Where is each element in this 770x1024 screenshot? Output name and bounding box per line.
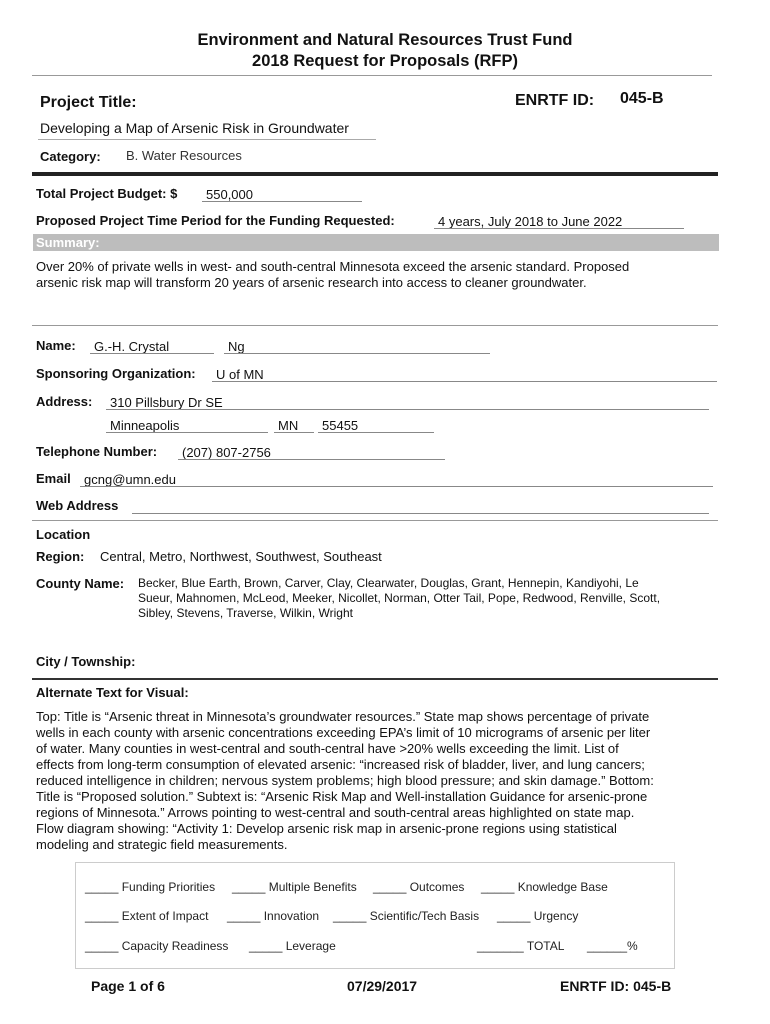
summary-label: Summary: bbox=[36, 235, 100, 250]
enrtf-id-value: 045-B bbox=[620, 90, 664, 107]
alt-text-line: wells in each county with arsenic concentrations exceeding EPA’s limit of 10 micrograms of arsenic per liter bbox=[36, 725, 651, 740]
score-innovation: _____ Innovation bbox=[227, 909, 320, 923]
category-value: B. Water Resources bbox=[126, 148, 242, 163]
header-divider bbox=[32, 75, 712, 76]
score-funding-priorities: _____ Funding Priorities bbox=[85, 880, 216, 894]
alt-text-label: Alternate Text for Visual: bbox=[36, 685, 189, 700]
category-label: Category: bbox=[40, 149, 101, 164]
name-label: Name: bbox=[36, 338, 76, 353]
time-period-label: Proposed Project Time Period for the Funding Requested: bbox=[36, 213, 395, 228]
score-knowledge-base: _____ Knowledge Base bbox=[481, 880, 608, 894]
score-extent-of-impact: _____ Extent of Impact bbox=[85, 909, 209, 923]
county-name-label: County Name: bbox=[36, 576, 125, 591]
sponsoring-org-underline bbox=[212, 381, 717, 382]
first-name-underline bbox=[90, 353, 214, 354]
score-scientific-tech-basis: _____ Scientific/Tech Basis bbox=[333, 909, 480, 923]
city-township-label: City / Township: bbox=[36, 654, 136, 669]
zip-value: 55455 bbox=[322, 418, 359, 433]
telephone-value: (207) 807-2756 bbox=[182, 445, 271, 460]
city-value: Minneapolis bbox=[110, 418, 180, 433]
score-multiple-benefits: _____ Multiple Benefits bbox=[232, 880, 357, 894]
alt-text-line: regions of Minnesota.” Arrows pointing to west-central and south-central areas highlighted on state map. bbox=[36, 805, 635, 820]
alt-text-line: effects from long-term consumption of elevated arsenic: “increased risk of bladder, liver, and lung cancers; bbox=[36, 757, 645, 772]
county-line-2: Sueur, Mahnomen, McLeod, Meeker, Nicollet, Norman, Otter Tail, Pope, Redwood, Renville, Scott, bbox=[138, 591, 661, 605]
project-title-label: Project Title: bbox=[40, 94, 137, 111]
score-total: _______ TOTAL bbox=[477, 939, 565, 953]
budget-value: 550,000 bbox=[206, 187, 253, 202]
web-address-underline bbox=[132, 513, 709, 514]
address-label: Address: bbox=[36, 394, 93, 409]
location-divider bbox=[32, 678, 718, 680]
last-name-underline bbox=[224, 353, 490, 354]
section-divider-thick bbox=[32, 172, 718, 176]
project-title-value: Developing a Map of Arsenic Risk in Groundwater bbox=[40, 120, 349, 136]
sponsoring-org-label: Sponsoring Organization: bbox=[36, 366, 196, 381]
alt-text-line: modeling and strategic field measurements. bbox=[36, 837, 288, 852]
alt-text-line: reduced intelligence in children; nervous system problems; high blood pressure; and skin damage.” Bottom: bbox=[36, 773, 654, 788]
region-value: Central, Metro, Northwest, Southwest, Southeast bbox=[100, 549, 382, 564]
telephone-underline bbox=[178, 459, 445, 460]
contact-divider bbox=[32, 520, 718, 521]
summary-line-2: arsenic risk map will transform 20 years of arsenic research into access to cleaner groundwater. bbox=[36, 275, 587, 290]
budget-underline bbox=[202, 201, 362, 202]
street-value: 310 Pillsbury Dr SE bbox=[110, 395, 223, 410]
telephone-label: Telephone Number: bbox=[36, 444, 158, 459]
score-outcomes: _____ Outcomes bbox=[373, 880, 465, 894]
state-underline bbox=[274, 432, 314, 433]
time-period-underline bbox=[434, 228, 684, 229]
zip-underline bbox=[318, 432, 434, 433]
score-capacity-readiness: _____ Capacity Readiness bbox=[85, 939, 229, 953]
alt-text-line: Title is “Proposed solution.” Subtext is: “Arsenic Risk Map and Well-installation Guidance for arsenic-prone bbox=[36, 789, 648, 804]
region-label: Region: bbox=[36, 549, 85, 564]
web-address-label: Web Address bbox=[36, 498, 119, 513]
score-urgency: _____ Urgency bbox=[497, 909, 579, 923]
summary-bar bbox=[33, 234, 719, 251]
summary-divider bbox=[32, 325, 718, 326]
state-value: MN bbox=[278, 418, 299, 433]
alt-text-line: Top: Title is “Arsenic threat in Minnesota’s groundwater resources.” State map shows percentage of private bbox=[36, 709, 650, 724]
alt-text-line: Flow diagram showing: “Activity 1: Develop arsenic risk map in arsenic-prone regions using statistical bbox=[36, 821, 617, 836]
score-percent: ______% bbox=[587, 939, 638, 953]
enrtf-id-label: ENRTF ID: bbox=[515, 92, 595, 109]
form-subtitle: 2018 Request for Proposals (RFP) bbox=[252, 52, 518, 70]
title-underline bbox=[38, 139, 376, 140]
score-leverage: _____ Leverage bbox=[249, 939, 336, 953]
email-label: Email bbox=[36, 471, 71, 486]
footer-enrtf-id: ENRTF ID: 045-B bbox=[560, 978, 672, 994]
first-name-value: G.-H. Crystal bbox=[94, 339, 170, 354]
street-underline bbox=[106, 409, 709, 410]
email-underline bbox=[80, 486, 713, 487]
county-line-1: Becker, Blue Earth, Brown, Carver, Clay, Clearwater, Douglas, Grant, Hennepin, Kandiyohi, Le bbox=[138, 576, 639, 590]
city-underline bbox=[106, 432, 268, 433]
footer-page-number: Page 1 of 6 bbox=[91, 978, 165, 994]
alt-text-line: of water. Many counties in west-central and south-central have >20% wells exceeding the limit. List of bbox=[36, 741, 619, 756]
county-line-3: Sibley, Stevens, Traverse, Wilkin, Wright bbox=[138, 606, 353, 620]
summary-line-1: Over 20% of private wells in west- and south-central Minnesota exceed the arsenic standard. Proposed bbox=[36, 259, 630, 274]
time-period-value: 4 years, July 2018 to June 2022 bbox=[438, 214, 623, 229]
location-heading: Location bbox=[36, 527, 91, 542]
sponsoring-org-value: U of MN bbox=[216, 367, 264, 382]
form-title: Environment and Natural Resources Trust Fund bbox=[197, 31, 573, 49]
last-name-value: Ng bbox=[228, 339, 245, 354]
footer-date: 07/29/2017 bbox=[347, 978, 418, 994]
budget-label: Total Project Budget: $ bbox=[36, 186, 178, 201]
email-value: gcng@umn.edu bbox=[84, 472, 176, 487]
